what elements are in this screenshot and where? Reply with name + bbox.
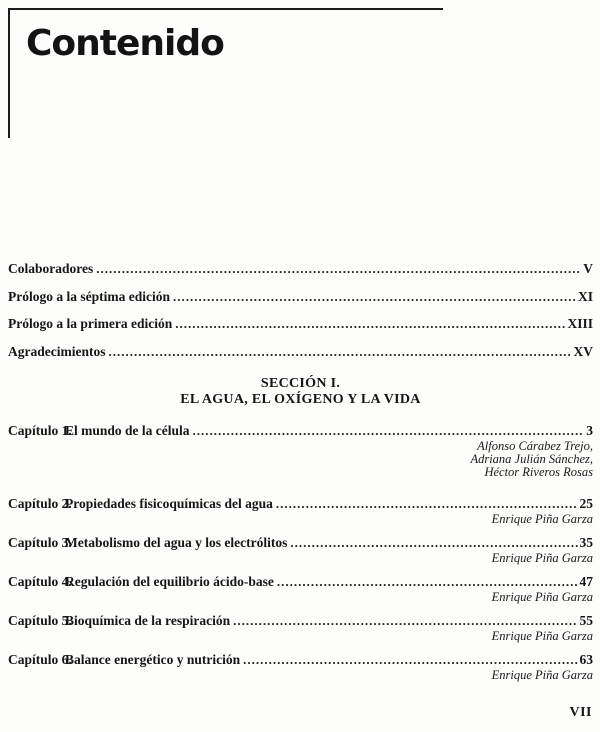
section-title: EL AGUA, EL OXÍGENO Y LA VIDA (180, 392, 421, 407)
chapter-authors (8, 440, 593, 479)
author-name: Enrique Piña Garza (491, 589, 593, 604)
chapter-title: Regulación del equilibrio ácido-base (65, 573, 274, 589)
page-title: Contenido (26, 23, 224, 64)
chapter-authors (8, 630, 593, 643)
chapter-authors (8, 591, 593, 604)
toc-entry-prologo-primera (8, 317, 593, 331)
chapter-authors (8, 669, 593, 682)
dot-leader (96, 262, 581, 276)
chapter-page: 63 (579, 651, 593, 667)
chapter-row (8, 653, 593, 667)
chapter-page: 25 (579, 495, 593, 511)
chapter-label: Capítulo 5. (8, 612, 72, 628)
author-name: Adriana Julián Sánchez, (470, 451, 593, 466)
section-heading (8, 376, 593, 409)
toc-content (8, 262, 593, 692)
dot-leader (276, 497, 578, 511)
chapter-authors (8, 552, 593, 565)
dot-leader (173, 290, 576, 304)
toc-entry-label: Prólogo a la séptima edición (8, 288, 170, 304)
chapter-page: 47 (579, 573, 593, 589)
chapter-label: Capítulo 6. (8, 651, 72, 667)
front-matter-list (8, 262, 593, 359)
chapter-entry-4 (8, 575, 593, 604)
chapter-entry-2 (8, 497, 593, 526)
author-name: Enrique Piña Garza (491, 550, 593, 565)
chapter-authors (8, 513, 593, 526)
dot-leader (175, 317, 565, 331)
toc-entry-label: Agradecimientos (8, 343, 106, 359)
toc-entry-page: XV (573, 343, 593, 359)
dot-leader (233, 614, 577, 628)
author-name: Enrique Piña Garza (491, 511, 593, 526)
chapter-list (8, 424, 593, 682)
dot-leader (243, 653, 577, 667)
chapter-page: 3 (586, 422, 593, 438)
author-name: Héctor Riveros Rosas (484, 464, 593, 479)
chapter-entry-6 (8, 653, 593, 682)
chapter-row (8, 575, 593, 589)
author-name: Enrique Piña Garza (491, 628, 593, 643)
chapter-page: 55 (579, 612, 593, 628)
page-number: VII (569, 705, 592, 720)
chapter-entry-3 (8, 536, 593, 565)
title-rule-box (8, 8, 443, 138)
author-name: Enrique Piña Garza (491, 667, 593, 682)
chapter-label: Capítulo 1. (8, 422, 72, 438)
chapter-label: Capítulo 3. (8, 534, 72, 550)
toc-entry-label: Colaboradores (8, 261, 94, 276)
dot-leader (290, 536, 577, 550)
toc-entry-label: Prólogo a la primera edición (8, 316, 173, 331)
chapter-row (8, 536, 593, 550)
chapter-entry-1 (8, 424, 593, 479)
dot-leader (277, 575, 578, 589)
chapter-title: Balance energético y nutrición (65, 651, 241, 667)
toc-entry-page: XI (577, 288, 593, 304)
toc-entry-agradecimientos (8, 345, 593, 359)
chapter-title: Metabolismo del agua y los electrólitos (65, 534, 288, 550)
toc-entry-page: XIII (567, 316, 593, 331)
chapter-row (8, 614, 593, 628)
section-number: SECCIÓN I. (260, 375, 341, 391)
chapter-label: Capítulo 2. (8, 495, 72, 511)
toc-entry-page: V (583, 261, 593, 276)
chapter-title: Propiedades fisicoquímicas del agua (65, 495, 273, 511)
chapter-title: El mundo de la célula (65, 422, 190, 438)
dot-leader (193, 424, 585, 438)
toc-entry-prologo-septima (8, 290, 593, 304)
author-name: Alfonso Cárabez Trejo, (477, 438, 593, 453)
chapter-entry-5 (8, 614, 593, 643)
chapter-row (8, 424, 593, 438)
dot-leader (108, 345, 571, 359)
chapter-title: Bioquímica de la respiración (65, 612, 231, 628)
chapter-page: 35 (579, 534, 593, 550)
chapter-label: Capítulo 4. (8, 573, 72, 589)
toc-entry-colaboradores (8, 262, 593, 276)
chapter-row (8, 497, 593, 511)
